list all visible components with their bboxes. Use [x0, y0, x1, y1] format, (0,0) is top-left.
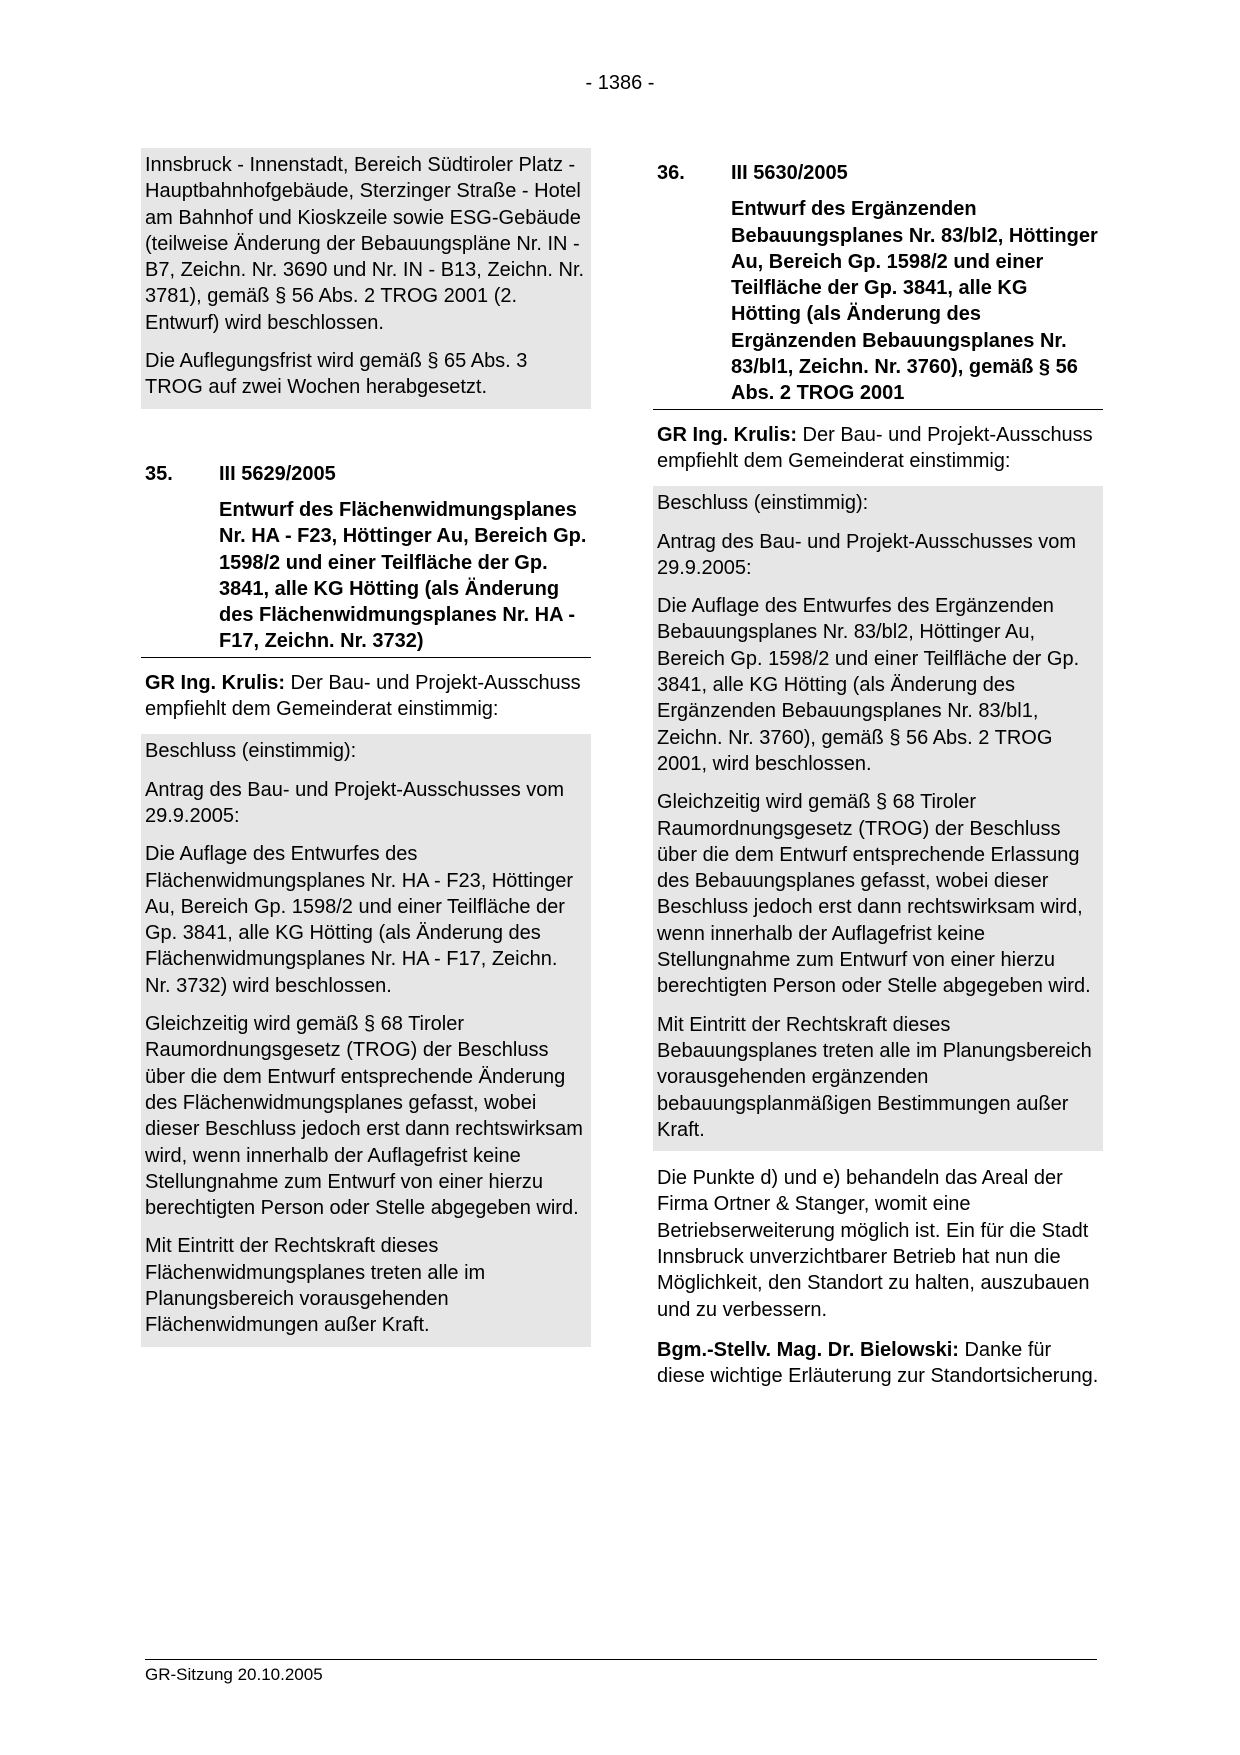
footer-divider	[145, 1659, 1097, 1660]
closing-speaker: Bgm.-Stellv. Mag. Dr. Bielowski:	[657, 1338, 959, 1361]
item-36-speech-text: Der Bau- und Projekt-Ausschuss empfiehlt dem Gemeinderat einstimmig:	[657, 423, 1093, 472]
continued-resolution	[141, 148, 591, 409]
closing-speech-text: Danke für diese wichtige Erläuterung zur Standortsicherung.	[657, 1338, 1099, 1388]
item-36-resolution-box	[653, 486, 1103, 1151]
item-35-number: 35.	[145, 462, 173, 485]
item-36-title: Entwurf des Ergänzenden Bebauungsplanes Nr. 83/bl2, Höttinger Au, Bereich Gp. 1598/2 und einer Teilfläche der Gp. 3841, alle KG Hötting (als Änderung des Ergänzenden Bebauungsplanes Nr. 83/bl1, Zeichn. Nr. 3760), gemäß § 56 Abs. 2 TROG 2001	[731, 198, 1098, 405]
item-35-speech	[145, 668, 587, 723]
closing-statement	[657, 1335, 1099, 1390]
page-number: - 1386 -	[585, 72, 655, 94]
item-35-paragraph-3: Mit Eintritt der Rechtskraft dieses Flächenwidmungsplanes treten alle im Planungsbereich vorausgehenden Flächenwidmungen außer Kraft.	[145, 1235, 486, 1337]
item-35-paragraph-1: Die Auflage des Entwurfes des Flächenwidmungsplanes Nr. HA - F23, Höttinger Au, Bereich Gp. 1598/2 und einer Teilfläche der Gp. 3841, alle KG Hötting (als Änderung des Flächenwidmungsplanes Nr. HA - F17, Zeichn. Nr. 3732) wird beschlossen.	[145, 843, 573, 997]
item-35-heading	[145, 461, 587, 487]
footer-session-date: GR-Sitzung 20.10.2005	[145, 1665, 323, 1684]
right-column	[657, 160, 1099, 1401]
item-36-speech	[657, 420, 1099, 475]
item-35-motion: Antrag des Bau- und Projekt-Ausschusses vom 29.9.2005:	[145, 778, 565, 827]
continued-paragraph-2: Die Auflegungsfrist wird gemäß § 65 Abs. 3 TROG auf zwei Wochen herabgesetzt.	[145, 350, 528, 399]
item-36-reference: III 5630/2005	[731, 162, 848, 184]
item-36-resolution: Beschluss (einstimmig):	[657, 492, 869, 515]
item-36-number: 36.	[657, 162, 685, 184]
item-35-resolution: Beschluss (einstimmig):	[145, 740, 357, 763]
item-35-reference: III 5629/2005	[219, 462, 336, 485]
item-36-paragraph-3: Mit Eintritt der Rechtskraft dieses Bebauungsplanes treten alle im Planungsbereich vorausgehenden ergänzenden bebauungsplanmäßigen Bestimmungen außer Kraft.	[657, 1013, 1092, 1141]
item-36-paragraph-1: Die Auflage des Entwurfes des Ergänzenden Bebauungsplanes Nr. 83/bl2, Höttinger Au, Bereich Gp. 1598/2 und einer Teilfläche der Gp. 3841, alle KG Hötting (als Änderung des Ergänzenden Bebauungsplanes Nr. 83/bl1, Zeichn. Nr. 3760), gemäß § 56 Abs. 2 TROG 2001, wird beschlossen.	[657, 595, 1080, 775]
item-36-speaker: GR Ing. Krulis:	[657, 423, 797, 446]
item-36-heading	[657, 160, 1099, 186]
item-35-speech-text: Der Bau- und Projekt-Ausschuss empfiehlt dem Gemeinderat einstimmig:	[145, 671, 581, 721]
item-35-resolution-box	[141, 734, 591, 1346]
continued-paragraph-1: Innsbruck - Innenstadt, Bereich Südtiroler Platz - Hauptbahnhofgebäude, Sterzinger Straße - Hotel am Bahnhof und Kioskzeile sowie ESG-Gebäude (teilweise Änderung der Bebauungspläne Nr. IN - B7, Zeichn. Nr. 3690 und Nr. IN - B13, Zeichn. Nr. 3781), gemäß § 56 Abs. 2 TROG 2001 (2. Entwurf) wird beschlossen.	[145, 154, 585, 334]
item-35-speaker: GR Ing. Krulis:	[145, 671, 285, 694]
item-35-divider	[141, 657, 591, 658]
item-36-paragraph-2: Gleichzeitig wird gemäß § 68 Tiroler Raumordnungsgesetz (TROG) der Beschluss über die dem Entwurf entsprechende Erlassung des Bebauungsplanes gefasst, wobei dieser Beschluss jedoch erst dann rechtswirksam wird, wenn innerhalb der Auflagefrist keine Stellungnahme zum Entwurf von einer hierzu berechtigten Person oder Stelle abgegeben wird.	[657, 791, 1091, 998]
item-35-title: Entwurf des Flächenwidmungsplanes Nr. HA - F23, Höttinger Au, Bereich Gp. 1598/2 und einer Teilfläche der Gp. 3841, alle KG Hötting (als Änderung des Flächenwidmungsplanes Nr. HA - F17, Zeichn. Nr. 3732)	[219, 498, 587, 653]
item-36-divider	[653, 409, 1103, 410]
left-column	[145, 148, 587, 1347]
item-36-note: Die Punkte d) und e) behandeln das Areal der Firma Ortner & Stanger, womit eine Betriebserweiterung möglich ist. Ein für die Stadt Innsbruck unverzichtbarer Betrieb hat nun die Möglichkeit, den Standort zu halten, auszubauen und zu verbessern.	[657, 1167, 1090, 1321]
item-35-paragraph-2: Gleichzeitig wird gemäß § 68 Tiroler Raumordnungsgesetz (TROG) der Beschluss über die dem Entwurf entsprechende Änderung des Flächenwidmungsplanes gefasst, wobei dieser Beschluss jedoch erst dann rechtswirksam wird, wenn innerhalb der Auflagefrist keine Stellungnahme zum Entwurf von einer hierzu berechtigten Person oder Stelle abgegeben wird.	[145, 1013, 583, 1220]
item-36-motion: Antrag des Bau- und Projekt-Ausschusses vom 29.9.2005:	[657, 530, 1077, 579]
